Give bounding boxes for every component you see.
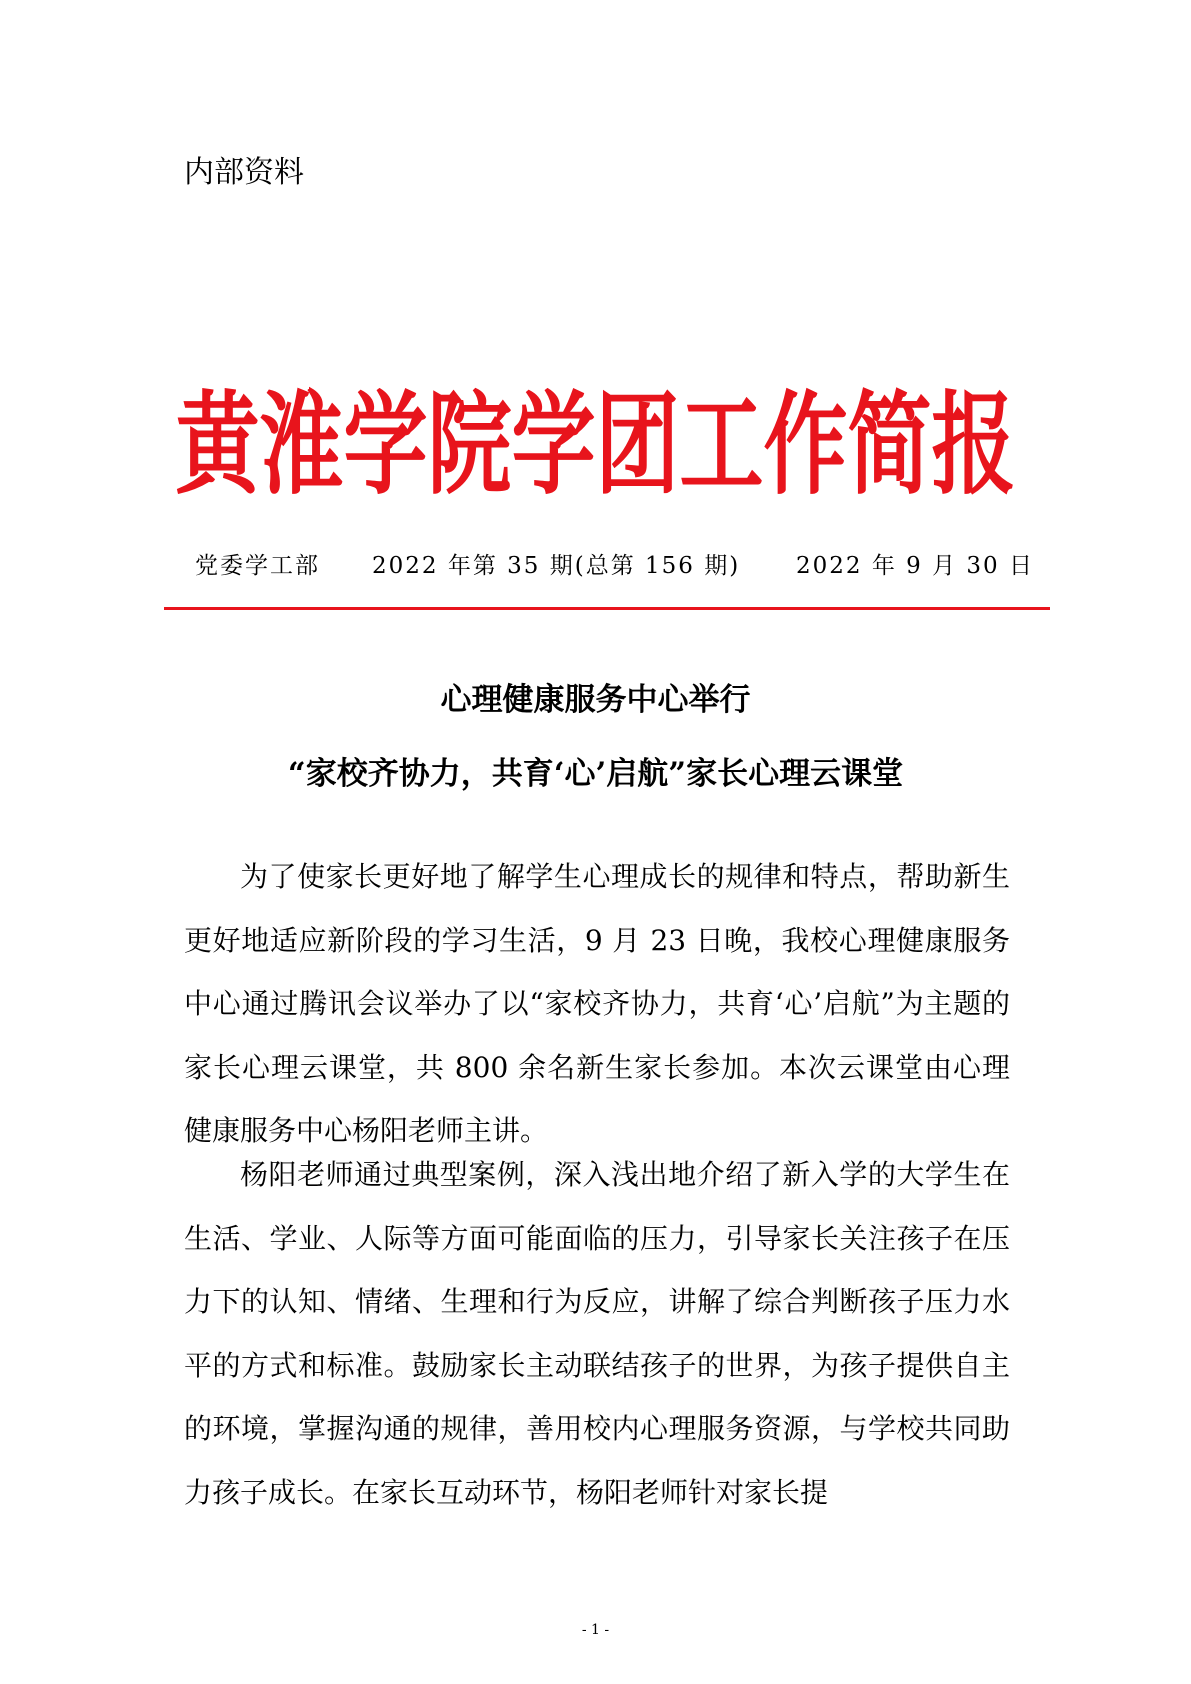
classification-label: 内部资料 [184, 155, 304, 190]
paragraph-text: 为了使家长更好地了解学生心理成长的规律和特点，帮助新生更好地适应新阶段的学习生活，9 月 23 日晚，我校心理健康服务中心通过腾讯会议举办了以“家校齐协力，共育‘心’启航”为主题的家长心理云课堂，共 800 余名新生家长参加。本次云课堂由心理健康服务中心杨阳老师主讲。 [184, 860, 1010, 1148]
paragraph-text: 杨阳老师通过典型案例，深入浅出地介绍了新入学的大学生在生活、学业、人际等方面可能面临的压力，引导家长关注孩子在压力下的认知、情绪、生理和行为反应，讲解了综合判断孩子压力水平的方式和标准。鼓励家长主动联结孩子的世界，为孩子提供自主的环境，掌握沟通的规律，善用校内心理服务资源，与学校共同助力孩子成长。在家长互动环节，杨阳老师针对家长提 [184, 1158, 1010, 1509]
article-title-line-2: “家校齐协力，共育‘心’启航”家长心理云课堂 [287, 756, 904, 792]
red-divider-rule [164, 607, 1050, 610]
issuing-department: 党委学工部 [195, 553, 320, 579]
article-title-line-1: 心理健康服务中心举行 [440, 682, 751, 718]
issue-date: 2022 年 9 月 30 日 [796, 553, 1034, 579]
masthead-title: 黄淮学院学团工作简报 [175, 379, 1016, 510]
article-paragraph-2 [184, 1143, 1010, 1525]
article-paragraph-1 [184, 845, 1010, 1163]
issue-number: 2022 年第 35 期(总第 156 期) [372, 553, 741, 579]
page-number: - 1 - [581, 1622, 610, 1638]
